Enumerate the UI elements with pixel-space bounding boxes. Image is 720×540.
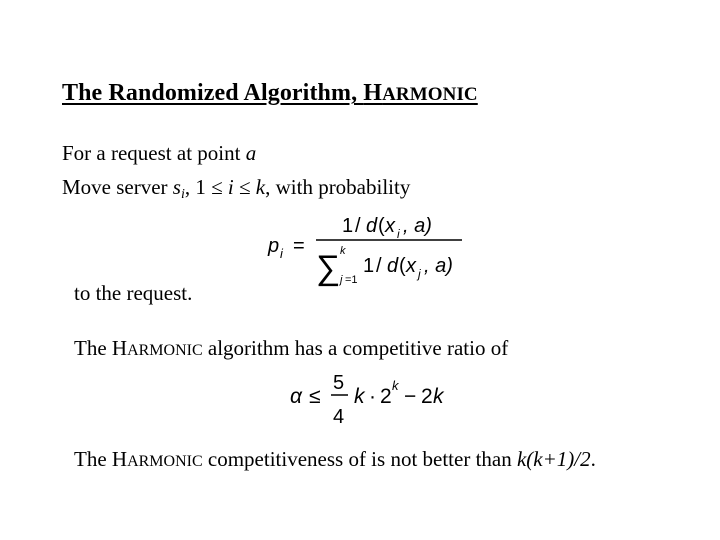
alpha-exp-k: k (392, 378, 399, 393)
point-variable: a (245, 141, 257, 165)
alpha-le: ≤ (309, 385, 321, 408)
sum-symbol: ∑ (316, 249, 341, 287)
server-subscript: i (180, 187, 185, 202)
num-x: x (385, 215, 395, 237)
num-x-sub: i (397, 227, 400, 241)
alpha-num: 5 (333, 372, 345, 394)
move-server-text: Move server (62, 175, 173, 199)
comp-middle: competitiveness of is not better than (202, 447, 517, 471)
alpha-k1: k (354, 385, 365, 408)
request-text: For a request at point (62, 141, 246, 165)
alpha-k2: k (433, 385, 444, 408)
ratio-prefix: The (74, 336, 112, 360)
sum-upper: k (340, 245, 346, 257)
formula-p-sub: i (280, 246, 283, 261)
k-variable: k (255, 175, 266, 199)
comp-end: . (590, 447, 596, 471)
formula-equals: = (293, 235, 305, 257)
num-rest: , a) (403, 215, 432, 237)
num-open: ( (378, 215, 385, 237)
probability-formula (262, 210, 472, 288)
title-harmonic-initial: H (363, 80, 383, 106)
num-slash: / (355, 215, 361, 237)
to-request-line: to the request. (74, 281, 193, 305)
le-symbol: ≤ (233, 175, 256, 199)
slide-title (62, 80, 478, 107)
competitiveness-line (74, 449, 596, 470)
sum-lower-j: j (340, 274, 343, 286)
alpha-minus: − (404, 385, 417, 408)
sum-lower-eq: =1 (345, 274, 358, 286)
den-x: x (406, 255, 416, 277)
move-server-line (62, 177, 410, 202)
comp-expression: k(k+1)/2 (516, 447, 591, 471)
num-one: 1 (342, 215, 354, 237)
probability-text: , with probability (265, 175, 411, 199)
formula-p: p (268, 235, 280, 257)
alpha-two-k: 2 (421, 385, 433, 408)
title-prefix: The Randomized Algorithm, (62, 80, 364, 106)
ratio-harmonic-initial: H (111, 336, 128, 360)
ratio-harmonic-rest: ARMONIC (127, 342, 203, 359)
server-variable: s (172, 175, 181, 199)
num-d: d (366, 215, 378, 237)
comp-harmonic-rest: ARMONIC (127, 453, 203, 470)
index-variable: i (227, 175, 234, 199)
alpha-dot: · (369, 385, 376, 408)
request-line (62, 143, 256, 164)
title-harmonic-rest: ARMONIC (382, 84, 478, 105)
den-rest: , a) (424, 255, 453, 277)
ratio-suffix: algorithm has a competitive ratio of (202, 336, 509, 360)
comp-prefix: The (74, 447, 112, 471)
competitive-ratio-line (74, 338, 508, 359)
alpha-two: 2 (380, 385, 392, 408)
den-d: d (387, 255, 399, 277)
den-x-sub: j (418, 267, 421, 281)
den-one: 1 (363, 255, 375, 277)
alpha-formula (288, 368, 458, 428)
den-slash: / (376, 255, 382, 277)
range-text: , 1 ≤ (184, 175, 228, 199)
comp-harmonic-initial: H (111, 447, 128, 471)
alpha-symbol: α (290, 385, 302, 408)
den-open: ( (399, 255, 406, 277)
alpha-den: 4 (333, 406, 345, 428)
